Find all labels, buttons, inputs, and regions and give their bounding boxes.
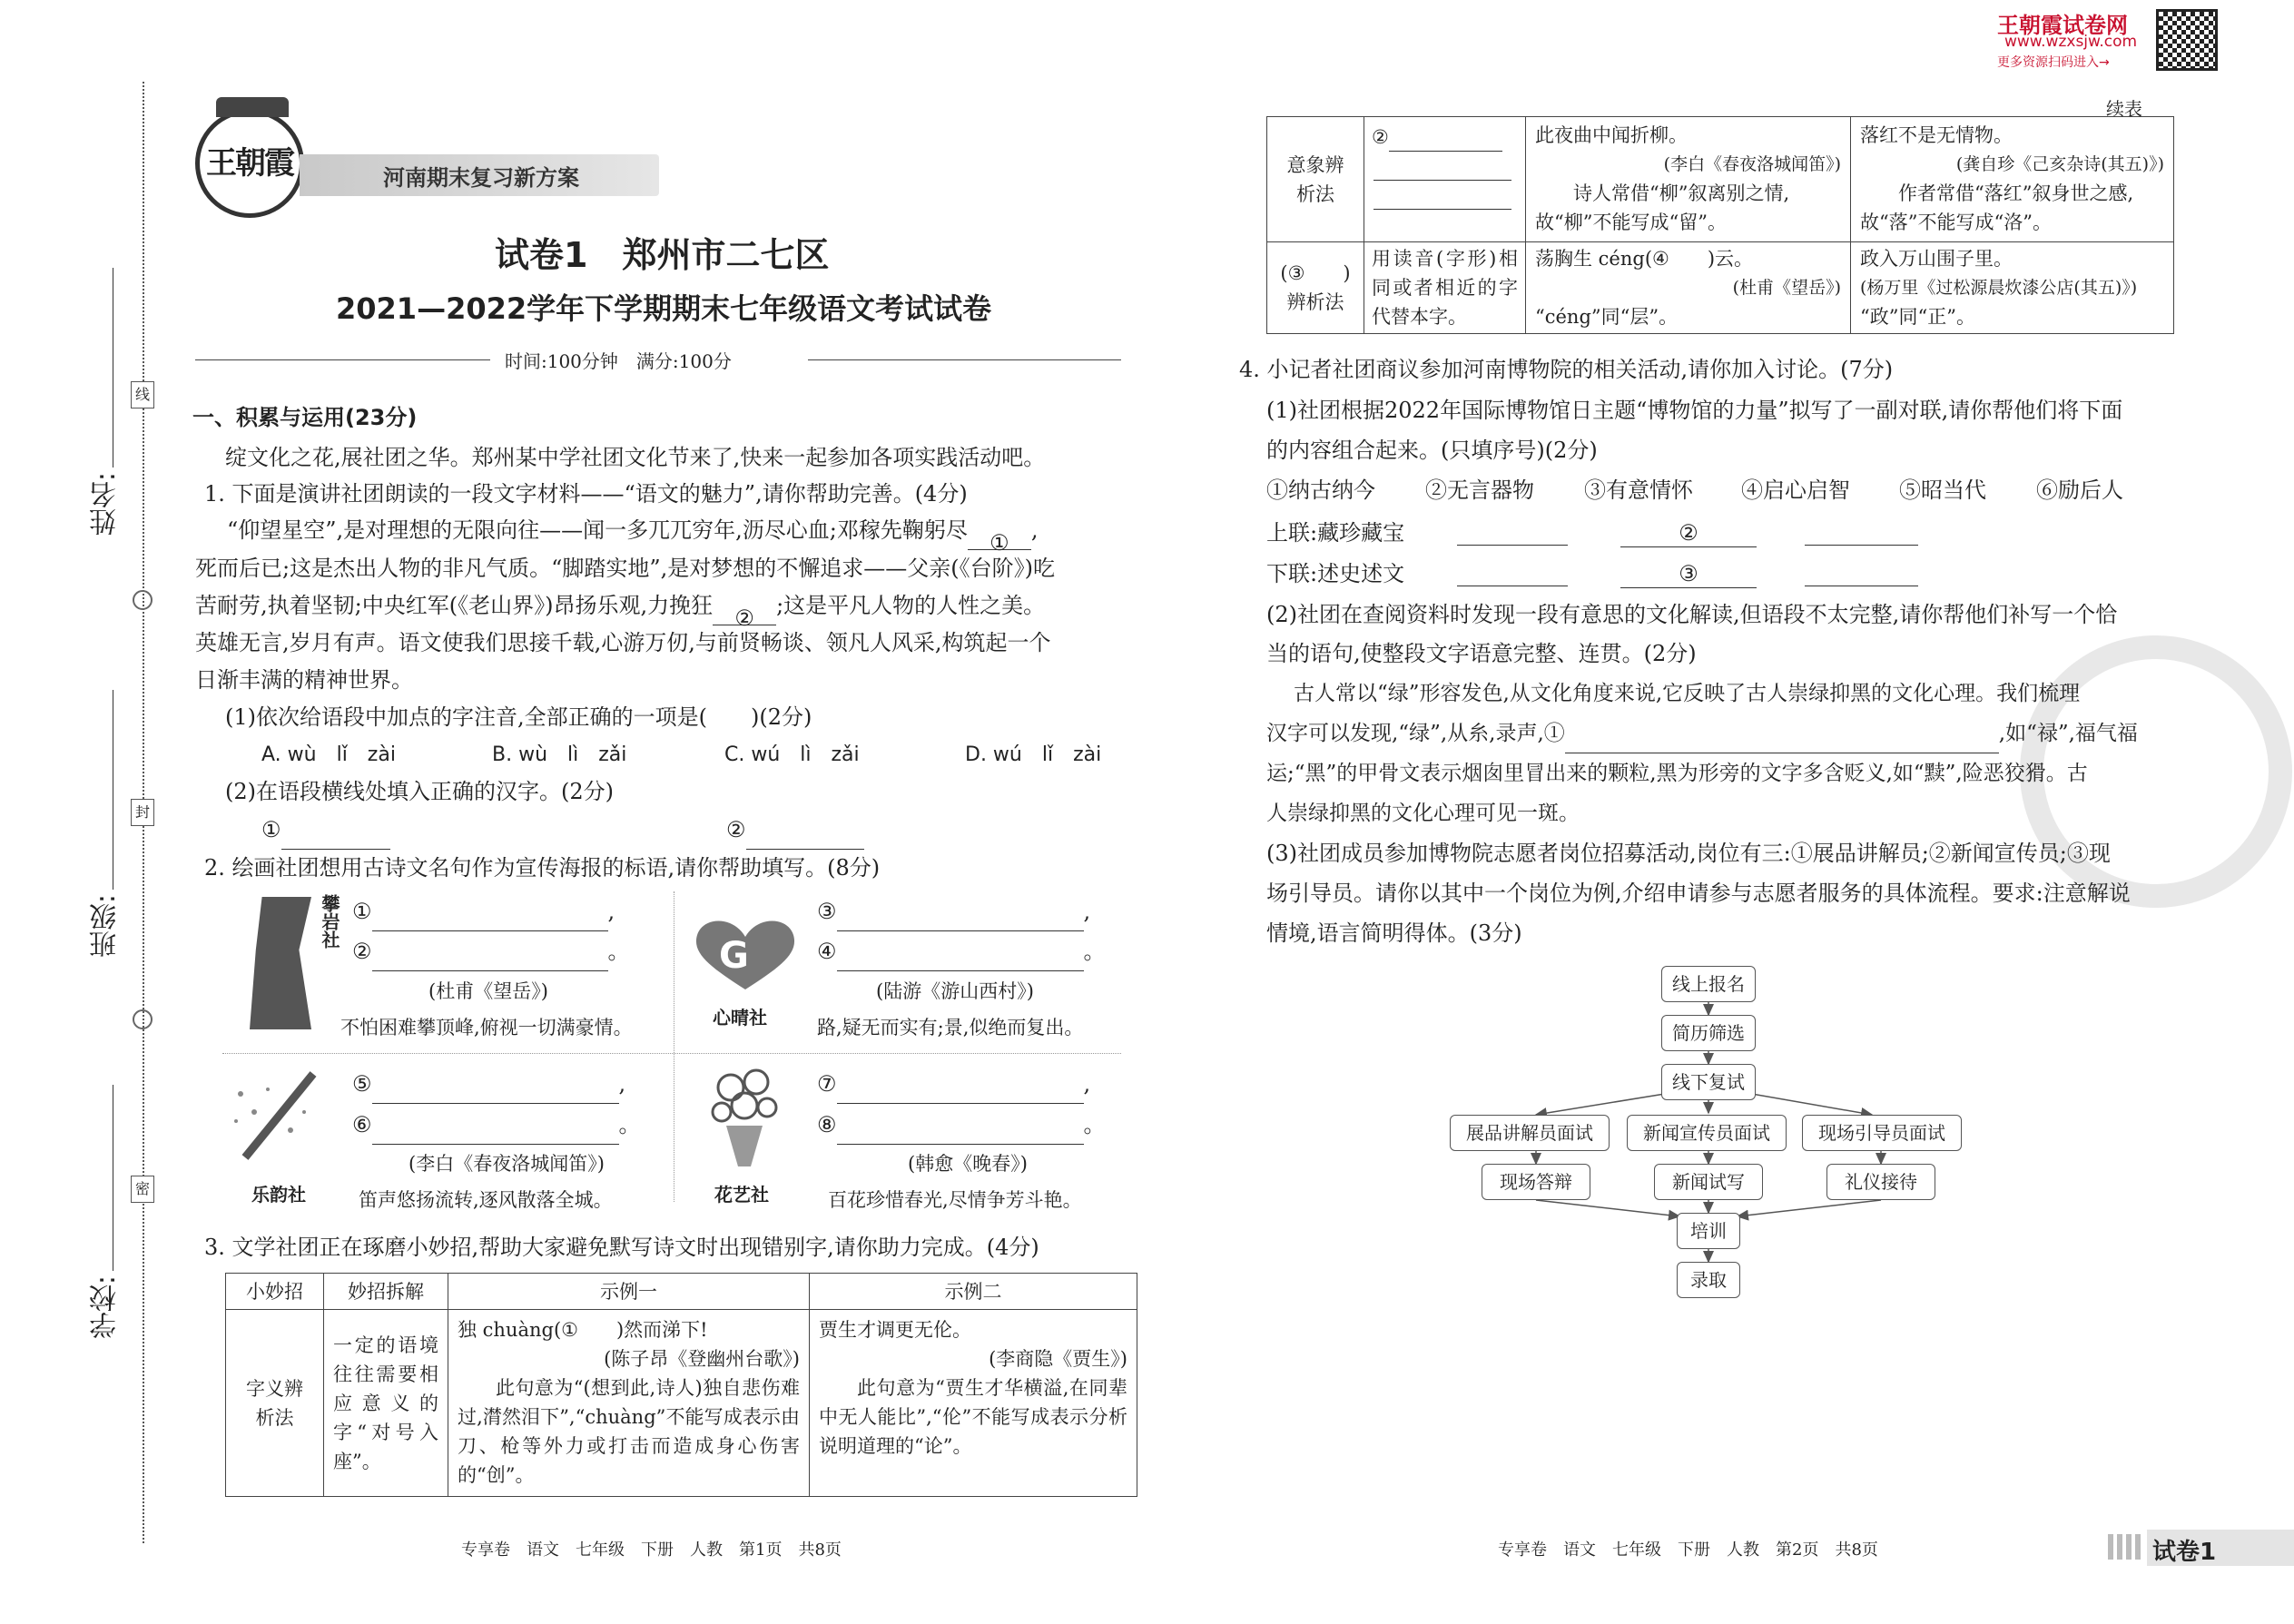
q2-blank-4-punct: 。 — [1083, 939, 1106, 964]
ct-row1-label-text: 意象辨析法 — [1286, 153, 1344, 205]
ct-row1-desc[interactable] — [1364, 117, 1526, 242]
q4-stem: 4. 小记者社团商议参加河南博物院的相关活动,请你加入讨论。(7分) — [1239, 357, 1894, 382]
continued-row-1 — [1267, 117, 2174, 242]
q4-upper-blank-2-num: ② — [1679, 520, 1698, 546]
q2-stem: 2. 绘画社团想用古诗文名句作为宣传海报的标语,请你帮助填写。(8分) — [204, 855, 881, 881]
q4-choice-6: ⑥励后人 — [2036, 477, 2123, 503]
q4-passage-2 — [1266, 714, 2138, 753]
q1-blank-2-num: ② — [734, 605, 754, 631]
q4-choice-1: ①纳古纳今 — [1266, 477, 1375, 503]
ct-row1-line-2[interactable] — [1373, 157, 1511, 181]
seal-mark-1: 线 — [131, 381, 154, 408]
paper-title: 试卷1 郑州市二七区 — [495, 235, 830, 275]
q4-sub3-c: 情境,语言简明得体。(3分) — [1266, 920, 1522, 946]
q1-passage-comma: , — [1030, 517, 1039, 543]
qr-code-icon — [2156, 9, 2218, 71]
q2-blank-7-punct: , — [1083, 1071, 1091, 1097]
flow-step-training: 培训 — [1677, 1213, 1740, 1249]
flow-step-online: 线上报名 — [1661, 966, 1756, 1002]
q2-blank-8[interactable] — [817, 1105, 1106, 1145]
ct-row2-ex2-body: “政”同“正”。 — [1860, 306, 1975, 328]
q2-blank-3-num: ③ — [817, 899, 837, 924]
ct-row1-label — [1267, 117, 1364, 242]
q1-fill-1-num: ① — [261, 817, 281, 842]
q2-src-1: (杜甫《望岳》) — [428, 980, 548, 1002]
meta-line-left — [195, 359, 490, 360]
q2-grid-hline — [222, 1053, 1121, 1054]
brand-logo — [195, 109, 304, 218]
heart-logo-icon — [692, 917, 799, 993]
q2-blank-5-punct: , — [618, 1071, 626, 1097]
q4-upper-blank-3[interactable] — [1805, 545, 1918, 546]
q4-sub3-b: 场引导员。请你以其中一个岗位为例,介绍申请参与志愿者服务的具体流程。要求:注意解说 — [1266, 881, 2131, 906]
ct-row1-ex1-src: (李白《春夜洛城闻笛》) — [1663, 154, 1841, 174]
ct-row2-ex2 — [1851, 242, 2174, 334]
ct-row1-ex2-body: 作者常借“落红”叙身世之感,故“落”不能写成“洛”。 — [1860, 182, 2134, 233]
ct-row2-ex1-line[interactable]: 荡胸生 céng(④ )云。 — [1535, 248, 1754, 270]
q1-option-d[interactable]: D. wú lǐ zài — [965, 743, 1102, 766]
q3-ex1-body: 此句意为“(想到此,诗人)独自悲伤难过,潸然泪下”,“chuàng”不能写成表示由刀、枪等外力或打击而造成身心伤害的“创”。 — [458, 1377, 800, 1486]
footer-left: 专享卷 语文 七年级 下册 人教 第1页 共8页 — [461, 1540, 842, 1560]
q2-blank-3-punct: , — [1083, 899, 1091, 924]
watermark-name: 王朝霞试卷网 — [1997, 13, 2128, 38]
q3-ex2-line: 贾生才调更无伦。 — [819, 1319, 971, 1341]
q4-passage-2b: ,如“禄”,福气福 — [1998, 722, 2138, 745]
ct-row2-desc-text: 用读音(字形)相同或者相近的字代替本字。 — [1372, 248, 1518, 328]
ct-row2-ex2-src: (杨万里《过松源晨炊漆公店(其五)》) — [1860, 278, 2138, 298]
ct-row1-ex2-src: (龚自珍《己亥杂诗(其五)》) — [1955, 154, 2164, 174]
q2-blank-8-num: ⑧ — [817, 1112, 837, 1137]
ct-row2-ex1-body: “céng”同“层”。 — [1535, 306, 1679, 328]
q4-sub2-a: (2)社团在查阅资料时发现一段有意思的文化解读,但语段不太完整,请你帮他们补写一个恰 — [1266, 602, 2118, 627]
q4-choice-5: ⑤昭当代 — [1899, 477, 1986, 503]
ct-row1-ex1-body: 诗人常借“柳”叙离别之情,故“柳”不能写成“留”。 — [1535, 182, 1790, 233]
section-heading: 一、积累与运用(23分) — [192, 405, 418, 430]
q1-passage-line-2: 死而后已;这是杰出人物的非凡气质。“脚踏实地”,是对梦想的不懈追求——父亲(《台阶》)吃 — [195, 556, 1055, 581]
q2-blank-2-num: ② — [352, 939, 372, 964]
class-label: 班级: — [90, 894, 122, 959]
ct-row2-desc — [1364, 242, 1526, 334]
q1-blank-2[interactable] — [713, 598, 776, 631]
q4-passage-2a: 汉字可以发现,“绿”,从糸,录声,① — [1266, 722, 1565, 745]
q1-option-c[interactable]: C. wú lì zǎi — [724, 743, 860, 766]
footer-right: 专享卷 语文 七年级 下册 人教 第2页 共8页 — [1498, 1540, 1878, 1560]
footer-tab-label: 试卷1 — [2152, 1539, 2217, 1566]
series-banner — [300, 154, 659, 196]
q4-lower-blank-2[interactable] — [1620, 554, 1757, 588]
q2-note-2: 路,疑无而实有;景,似绝而复出。 — [817, 1017, 1084, 1038]
q2-blank-5-num: ⑤ — [352, 1071, 372, 1097]
q3-ex1-src: (陈子昂《登幽州台歌》) — [604, 1348, 800, 1370]
q3-table — [225, 1273, 1137, 1497]
q1-fill-2[interactable] — [726, 810, 864, 850]
ct-row2-ex1 — [1526, 242, 1851, 334]
q2-blank-4[interactable] — [817, 931, 1106, 971]
q1-passage-line-5: 日渐丰满的精神世界。 — [195, 667, 413, 693]
q2-club-3: 乐韵社 — [251, 1184, 306, 1206]
ct-row1-ex1 — [1526, 117, 1851, 242]
q4-upper-blank-2[interactable] — [1620, 513, 1757, 547]
svg-text:G: G — [719, 935, 749, 977]
flute-icon — [227, 1067, 327, 1166]
q2-blank-4-num: ④ — [817, 939, 837, 964]
q3-table-row — [226, 1310, 1137, 1497]
q3-header-2: 示例一 — [448, 1274, 810, 1310]
q2-blank-2[interactable] — [352, 931, 630, 971]
ct-row1-num: ② — [1372, 126, 1389, 148]
ct-row2-label-a[interactable]: (③ ) — [1280, 262, 1351, 284]
q2-blank-2-punct: 。 — [607, 939, 630, 964]
q2-blank-3[interactable] — [817, 891, 1090, 931]
q2-blank-8-punct: 。 — [1083, 1112, 1106, 1137]
q3-ex2-src: (李商隐《贾生》) — [989, 1348, 1127, 1370]
q1-fill-1[interactable] — [261, 810, 390, 850]
q3-example-1 — [448, 1310, 810, 1497]
q2-blank-1-punct: , — [607, 899, 615, 924]
continued-label: 续表 — [2106, 98, 2142, 120]
flow-interview-1: 展品讲解员面试 — [1450, 1115, 1610, 1151]
margin-circle-2 — [133, 1009, 153, 1029]
logo-crown-icon — [216, 97, 289, 117]
q2-blank-1[interactable] — [352, 891, 615, 931]
flow-step-screening: 简历筛选 — [1661, 1015, 1756, 1051]
q4-lower-blank-2-num: ③ — [1679, 561, 1698, 586]
q4-passage-4: 人崇绿抑黑的文化心理可见一斑。 — [1266, 802, 1580, 825]
watermark-url: www.wzxsjw.com — [2004, 33, 2138, 51]
q1-sub1: (1)依次给语段中加点的字注音,全部正确的一项是( )(2分) — [225, 704, 812, 730]
flow-test-3: 礼仪接待 — [1826, 1164, 1935, 1200]
flow-test-2: 新闻试写 — [1654, 1164, 1763, 1200]
q3-example-2 — [810, 1310, 1137, 1497]
q4-passage-1: 古人常以“绿”形容发色,从文化角度来说,它反映了古人崇绿抑黑的文化心理。我们梳理 — [1294, 682, 2081, 705]
watermark-note: 更多资源扫码进入→ — [1997, 55, 2110, 70]
q2-club-4: 花艺社 — [714, 1184, 769, 1206]
q2-club-1: 攀岩社 — [319, 894, 340, 949]
q4-sub3-a: (3)社团成员参加博物院志愿者岗位招募活动,岗位有三:①展品讲解员;②新闻宣传员;③现 — [1266, 841, 2111, 866]
flow-step-admission: 录取 — [1677, 1262, 1740, 1298]
continued-row-2 — [1267, 242, 2174, 334]
q2-note-1: 不怕困难攀顶峰,俯视一切满豪情。 — [340, 1017, 633, 1038]
q4-lower: 下联:述史述文 — [1266, 561, 1405, 586]
q3-row-label — [226, 1310, 324, 1497]
ct-row2-label[interactable] — [1267, 242, 1364, 334]
q3-ex2-body: 此句意为“贾生才华横溢,在同辈中无人能比”,“伦”不能写成表示分析说明道理的“论”。 — [819, 1377, 1127, 1457]
q2-src-3: (李白《春夜洛城闻笛》) — [409, 1153, 605, 1175]
q1-fill-2-line[interactable] — [746, 822, 864, 850]
q1-passage-line-4: 英雄无言,岁月有声。语文使我们思接千载,心游万仞,与前贤畅谈、领凡人风采,构筑起一个 — [195, 630, 1051, 655]
q2-blank-6-punct: 。 — [618, 1112, 641, 1137]
q4-passage-blank[interactable] — [1565, 726, 1999, 753]
q3-row-desc — [324, 1310, 448, 1497]
q3-ex1-line[interactable]: 独 chuàng(① )然而涕下! — [458, 1319, 708, 1341]
q3-header-0: 小妙招 — [226, 1274, 324, 1310]
q2-blank-6[interactable] — [352, 1105, 641, 1145]
logo-text: 王朝霞 — [206, 145, 293, 182]
q3-row-label-text: 字义辨析法 — [246, 1377, 303, 1429]
q2-note-4: 百花珍惜春光,尽情争芳斗艳。 — [828, 1189, 1082, 1211]
section-intro: 绽文化之花,展社团之华。郑州某中学社团文化节来了,快来一起参加各项实践活动吧。 — [225, 445, 1046, 470]
footer-tab-decoration — [2108, 1534, 2144, 1560]
q1-passage-3a: 苦耐劳,执着坚韧;中央红军(《老山界》)昂扬乐观,力挽狂 — [195, 593, 714, 618]
q1-passage-text: “仰望星空”,是对理想的无限向往——闻一多兀兀穷年,沥尽心血;邓稼先鞠躬尽 — [227, 517, 968, 543]
q2-blank-6-num: ⑥ — [352, 1112, 372, 1137]
ct-row1-ex1-line: 此夜曲中闻折柳。 — [1535, 124, 1688, 146]
flow-interview-3: 现场引导员面试 — [1802, 1115, 1962, 1151]
q4-passage-3: 运;“黑”的甲骨文表示烟囱里冒出来的颗粒,黑为形旁的文字多含贬义,如“黩”,险恶狡猾。古 — [1266, 762, 2088, 785]
paper-subtitle: 2021—2022学年下学期期末七年级语文考试试卷 — [336, 291, 992, 326]
q1-sub2: (2)在语段横线处填入正确的汉字。(2分) — [225, 779, 614, 804]
q3-stem: 3. 文学社团正在琢磨小妙招,帮助大家避免默写诗文时出现错别字,请你助力完成。(4分) — [204, 1235, 1039, 1260]
meta-line-right — [808, 359, 1121, 360]
q1-blank-1[interactable] — [968, 523, 1031, 556]
climber-icon — [250, 897, 311, 1029]
continued-table — [1266, 116, 2174, 334]
q2-blank-5[interactable] — [352, 1064, 625, 1104]
q4-choice-2: ②无言器物 — [1425, 477, 1534, 503]
q2-src-4: (韩愈《晚春》) — [908, 1153, 1028, 1175]
seal-mark-3: 密 — [131, 1176, 154, 1203]
q1-stem: 1. 下面是演讲社团朗读的一段文字材料——“语文的魅力”,请你帮助完善。(4分) — [204, 481, 968, 507]
ct-row1-ex2-line: 落红不是无情物。 — [1860, 124, 2013, 146]
q2-blank-1-num: ① — [352, 899, 372, 924]
q4-sub2-b: 当的语句,使整段文字语意完整、连贯。(2分) — [1266, 641, 1697, 666]
school-label: 学校: — [90, 1275, 122, 1340]
q3-header-3: 示例二 — [810, 1274, 1137, 1310]
q1-passage-line-1 — [227, 510, 1039, 556]
q1-passage-line-3 — [195, 586, 1046, 631]
flower-bouquet-icon — [704, 1062, 785, 1169]
q3-table-header — [226, 1274, 1137, 1310]
ct-row2-label-b: 辨析法 — [1286, 291, 1344, 313]
q1-fill-2-num: ② — [726, 817, 746, 842]
q1-blank-1-num: ① — [989, 530, 1009, 556]
series-title: 河南期末复习新方案 — [383, 165, 579, 191]
q4-sub1-b: 的内容组合起来。(只填序号)(2分) — [1266, 438, 1598, 463]
flow-step-retest: 线下复试 — [1661, 1064, 1756, 1100]
q2-club-2: 心晴社 — [713, 1007, 767, 1029]
q3-row-desc-text: 一定的语境往往需要相应意义的字“对号入座”。 — [333, 1334, 438, 1472]
q4-choice-4: ④启心启智 — [1741, 477, 1850, 503]
name-label: 姓名: — [90, 472, 122, 536]
seal-mark-2: 封 — [131, 799, 154, 826]
q1-passage-3b: ;这是平凡人物的人性之美。 — [776, 593, 1046, 618]
q2-note-3: 笛声悠扬流转,逐风散落全城。 — [359, 1189, 613, 1211]
q3-header-1: 妙招拆解 — [324, 1274, 448, 1310]
flow-test-1: 现场答辩 — [1482, 1164, 1590, 1200]
q1-fill-1-line[interactable] — [281, 822, 390, 850]
ct-row2-ex2-line: 政入万山围子里。 — [1860, 248, 2013, 270]
margin-circle-1 — [133, 590, 153, 610]
q1-option-a[interactable]: A. wù lǐ zài — [261, 743, 396, 766]
ct-row2-ex1-src: (杜甫《望岳》) — [1732, 278, 1841, 298]
q4-upper-blank-1[interactable] — [1457, 545, 1568, 546]
ct-row1-line-1[interactable] — [1389, 128, 1502, 152]
ct-row1-line-3[interactable] — [1373, 186, 1511, 210]
flow-interview-2: 新闻宣传员面试 — [1627, 1115, 1787, 1151]
q4-upper: 上联:藏珍藏宝 — [1266, 520, 1405, 546]
footer-tab — [2147, 1530, 2294, 1566]
exam-meta: 时间:100分钟 满分:100分 — [505, 350, 732, 372]
q1-option-b[interactable]: B. wù lì zǎi — [492, 743, 627, 766]
q2-blank-7[interactable] — [817, 1064, 1090, 1104]
q2-blank-7-num: ⑦ — [817, 1071, 837, 1097]
q4-sub1-a: (1)社团根据2022年国际博物馆日主题“博物馆的力量”拟写了一副对联,请你帮他们将下面 — [1266, 398, 2123, 423]
q2-src-2: (陆游《游山西村》) — [876, 980, 1034, 1002]
q4-choice-3: ③有意情怀 — [1584, 477, 1693, 503]
ct-row1-ex2 — [1851, 117, 2174, 242]
